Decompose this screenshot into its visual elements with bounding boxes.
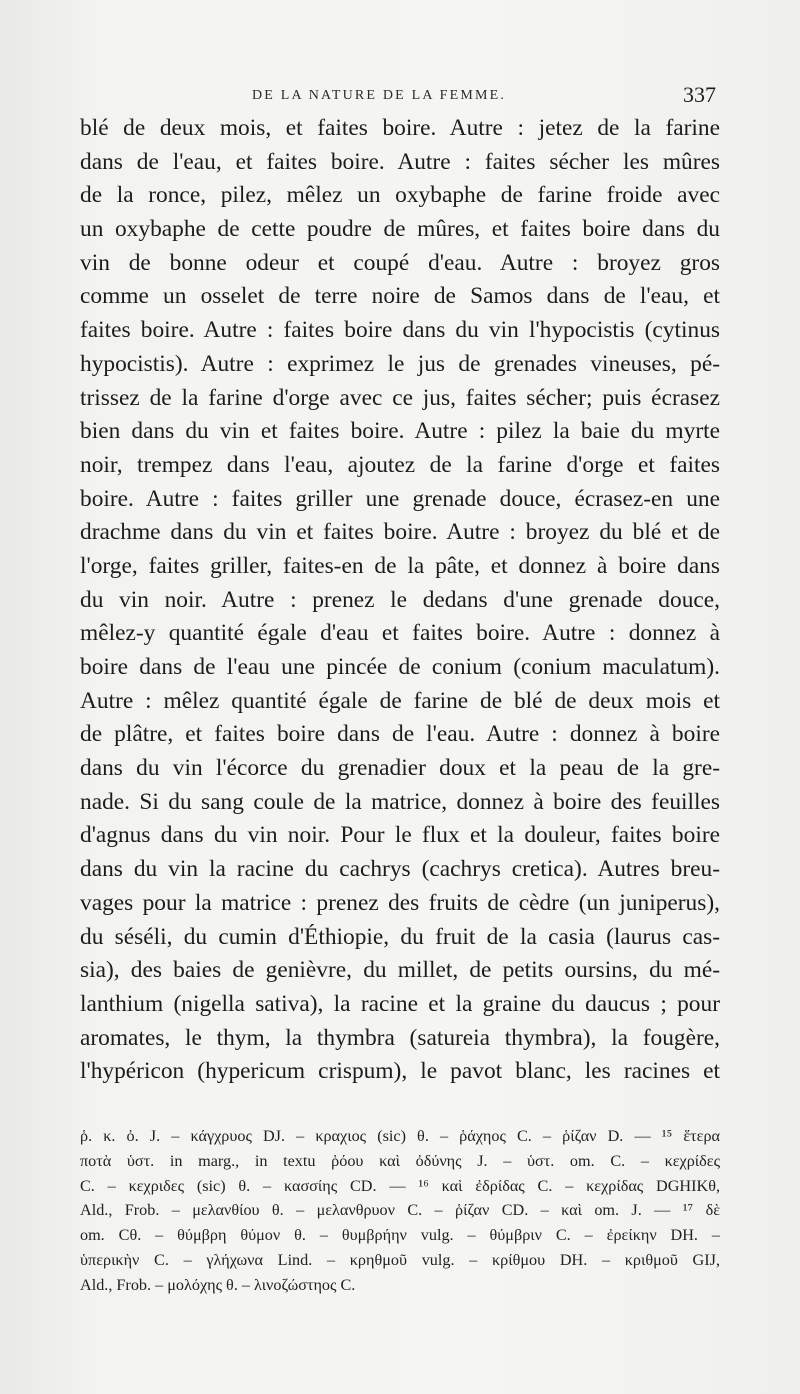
text-line: vin de bonne odeur et coupé d'eau. Autre : broyez gros bbox=[80, 249, 720, 276]
text-line: mêlez-y quantité égale d'eau et faites boire. Autre : donnez à bbox=[80, 620, 720, 647]
text-line: bien dans du vin et faites boire. Autre : pilez la baie du myrte bbox=[80, 418, 720, 445]
text-line: comme un osselet de terre noire de Samos dans de l'eau, et bbox=[80, 283, 720, 310]
footnote-line: ῥ. κ. ὀ. J. – κάγχρυος DJ. – κραχιος (sic) θ. – ῥάχηος C. – ῥίζαν D. — ¹⁵ ἕτερα bbox=[80, 1127, 720, 1145]
footnote-line: om. Cθ. – θύμβρη θύμον θ. – θυμβρήην vulg. – θύμβριν C. – ἐρείκην DH. – bbox=[80, 1226, 720, 1245]
text-line: un oxybaphe de cette poudre de mûres, et faites boire dans du bbox=[80, 216, 720, 243]
text-line: Autre : mêlez quantité égale de farine de blé de deux mois et bbox=[80, 687, 720, 714]
text-line: drachme dans du vin et faites boire. Autre : broyez du blé et de bbox=[80, 519, 720, 546]
text-line: boire dans de l'eau une pincée de conium (conium maculatum). bbox=[80, 654, 720, 680]
text-line: vages pour la matrice : prenez des fruits de cèdre (un juniperus), bbox=[80, 889, 720, 916]
text-line: du vin noir. Autre : prenez le dedans d'une grenade douce, bbox=[80, 586, 720, 613]
text-line: d'agnus dans du vin noir. Pour le flux et la douleur, faites boire bbox=[80, 822, 720, 849]
text-line: blé de deux mois, et faites boire. Autre : jetez de la farine bbox=[80, 115, 720, 141]
text-line: lanthium (nigella sativa), la racine et la graine du daucus ; pour bbox=[80, 990, 720, 1017]
text-line: hypocistis). Autre : exprimez le jus de grenades vineuses, pé- bbox=[80, 350, 720, 377]
footnote-line: C. – κεχριδες (sic) θ. – κασσίης CD. — ¹⁶ καὶ ἐδρίδας C. – κεχρίδας DGHIKθ, bbox=[80, 1176, 720, 1195]
text-line: du séséli, du cumin d'Éthiopie, du fruit de la casia (laurus cas- bbox=[80, 923, 720, 950]
text-line: boire. Autre : faites griller une grenade douce, écrasez-en une bbox=[80, 485, 720, 512]
footnotes bbox=[80, 1124, 720, 1298]
text-line: dans du vin l'écorce du grenadier doux et la peau de la gre- bbox=[80, 755, 720, 782]
main-text bbox=[80, 112, 720, 1089]
text-line: faites boire. Autre : faites boire dans du vin l'hypocistis (cytinus bbox=[80, 317, 720, 344]
footnote-line: Ald., Frob. – μελανθίου θ. – μελανθρυον C. – ῥίζαν CD. – καὶ om. J. — ¹⁷ δὲ bbox=[80, 1201, 720, 1220]
page-number: 337 bbox=[683, 82, 716, 107]
text-line: de la ronce, pilez, mêlez un oxybaphe de farine froide avec bbox=[80, 182, 720, 209]
page-header bbox=[80, 82, 720, 108]
footnote-line: ὑπερικὴν C. – γλήχωνα Lind. – κρηθμοῦ vulg. – κρίθμου DH. – κριθμοῦ GIJ, bbox=[80, 1250, 720, 1269]
text-line: dans de l'eau, et faites boire. Autre : faites sécher les mûres bbox=[80, 148, 720, 175]
text-line: l'hypéricon (hypericum crispum), le pavot blanc, les racines et bbox=[80, 1058, 720, 1085]
text-line: nade. Si du sang coule de la matrice, donnez à boire des feuilles bbox=[80, 788, 720, 815]
footnote-line: Ald., Frob. – μολόχης θ. – λινοζώστηος C. bbox=[80, 1275, 356, 1294]
text-line: l'orge, faites griller, faites-en de la pâte, et donnez à boire dans bbox=[80, 552, 720, 579]
text-line: noir, trempez dans l'eau, ajoutez de la farine d'orge et faites bbox=[80, 451, 720, 478]
running-head: DE LA NATURE DE LA FEMME. bbox=[252, 88, 507, 103]
text-line: dans du vin la racine du cachrys (cachrys cretica). Autres breu- bbox=[80, 856, 720, 883]
text-line: trissez de la farine d'orge avec ce jus, faites sécher; puis écrasez bbox=[80, 384, 720, 411]
text-line: sia), des baies de genièvre, du millet, de petits oursins, du mé- bbox=[80, 957, 720, 984]
footnote-line: ποτὰ ὑστ. in marg., in textu ῥόου καὶ ὀδύνης J. – ὑστ. om. C. – κεχρίδες bbox=[80, 1151, 720, 1170]
text-line: aromates, le thym, la thymbra (satureia thymbra), la fougère, bbox=[80, 1024, 720, 1051]
text-line: de plâtre, et faites boire dans de l'eau. Autre : donnez à boire bbox=[80, 721, 720, 748]
